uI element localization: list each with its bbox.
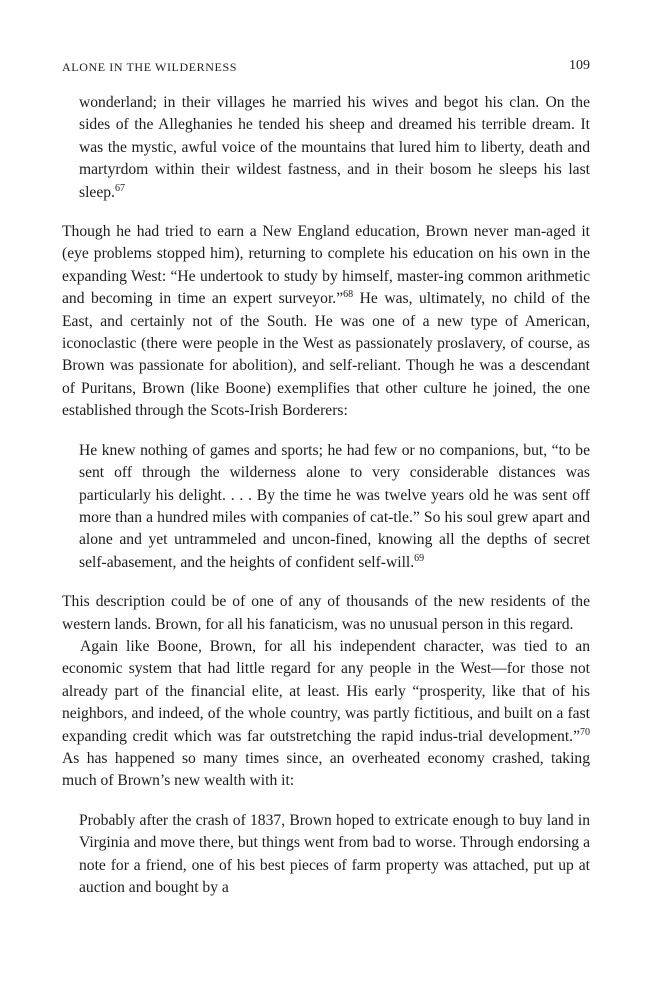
paragraph-text: He was, ultimately, no child of the East, and certainly not of the South. He was one of a new type of American, iconoclastic (there were people in the West as passionately proslavery, of course, as Brown was passionate for abolition), and self-reliant. Though he was a descendant of Puritans, Brown (like Boone) exemplifies that other culture he joined, the one established through the Scots-Irish Borderers: xyxy=(62,290,590,420)
running-head xyxy=(62,58,590,78)
quote-text: wonderland; in their villages he married his wives and begot his clan. On the sides of the Alleghanies he tended his sheep and dreamed his terrible dream. It was the mystic, awful voice of the mountains that lured him to liberty, death and martyrdom within their wildest fastness, and in their bosom he sleeps his last sleep. xyxy=(79,94,590,201)
block-quote xyxy=(79,440,590,574)
footnote-ref: 67 xyxy=(114,182,125,194)
paragraph-text: Though he had tried to earn a New England education, Brown never man-aged it (eye problems stopped him), returning to complete his education on his own in the expanding West: “He undertook to study by himself, master-ing common arithmetic and becoming in time an expert surveyor.” xyxy=(62,223,590,308)
footnote-ref: 70 xyxy=(580,726,590,738)
paragraph xyxy=(62,221,590,423)
body-text xyxy=(62,92,590,899)
paragraph: This description could be of one of any of thousands of the new residents of the western lands. Brown, for all his fanaticism, was no unusual person in this regard. xyxy=(62,593,590,633)
block-quote: Probably after the crash of 1837, Brown hoped to extricate enough to buy land in Virginia and move there, but things went from bad to worse. Through endorsing a note for a friend, one of his best pieces of farm property was attached, put up at auction and bought by a xyxy=(79,811,590,896)
running-title: ALONE IN THE WILDERNESS xyxy=(62,60,238,74)
footnote-ref: 68 xyxy=(343,289,354,301)
paragraph-text: Again like Boone, Brown, for all his independent character, was tied to an economic system that had little regard for any people in the West—for those not already part of the financial elite, at least. His early “prosperity, like that of his neighbors, and indeed, of the whole country, was partly fictitious, and built on a fast expanding credit which was far outstretching the rapid indus-trial development.” xyxy=(62,637,590,745)
page-number: 109 xyxy=(569,58,590,73)
block-quote xyxy=(79,92,590,204)
paragraph-text: As has happened so many times since, an overheated economy crashed, taking much of Brown’s new wealth with it: xyxy=(62,749,590,790)
footnote-ref: 69 xyxy=(414,552,425,564)
quote-text: He knew nothing of games and sports; he had few or no companions, but, “to be sent off through the wilderness alone to very considerable distances was particularly his delight. . . . By the time he was twelve years old he was sent off more than a hundred miles with companies of cat-tle.” So his soul grew apart and alone and yet untrammeled and uncon-fined, knowing all the depths of secret self-abasement, and the heights of confident self-will. xyxy=(79,441,590,571)
paragraph xyxy=(62,636,590,793)
